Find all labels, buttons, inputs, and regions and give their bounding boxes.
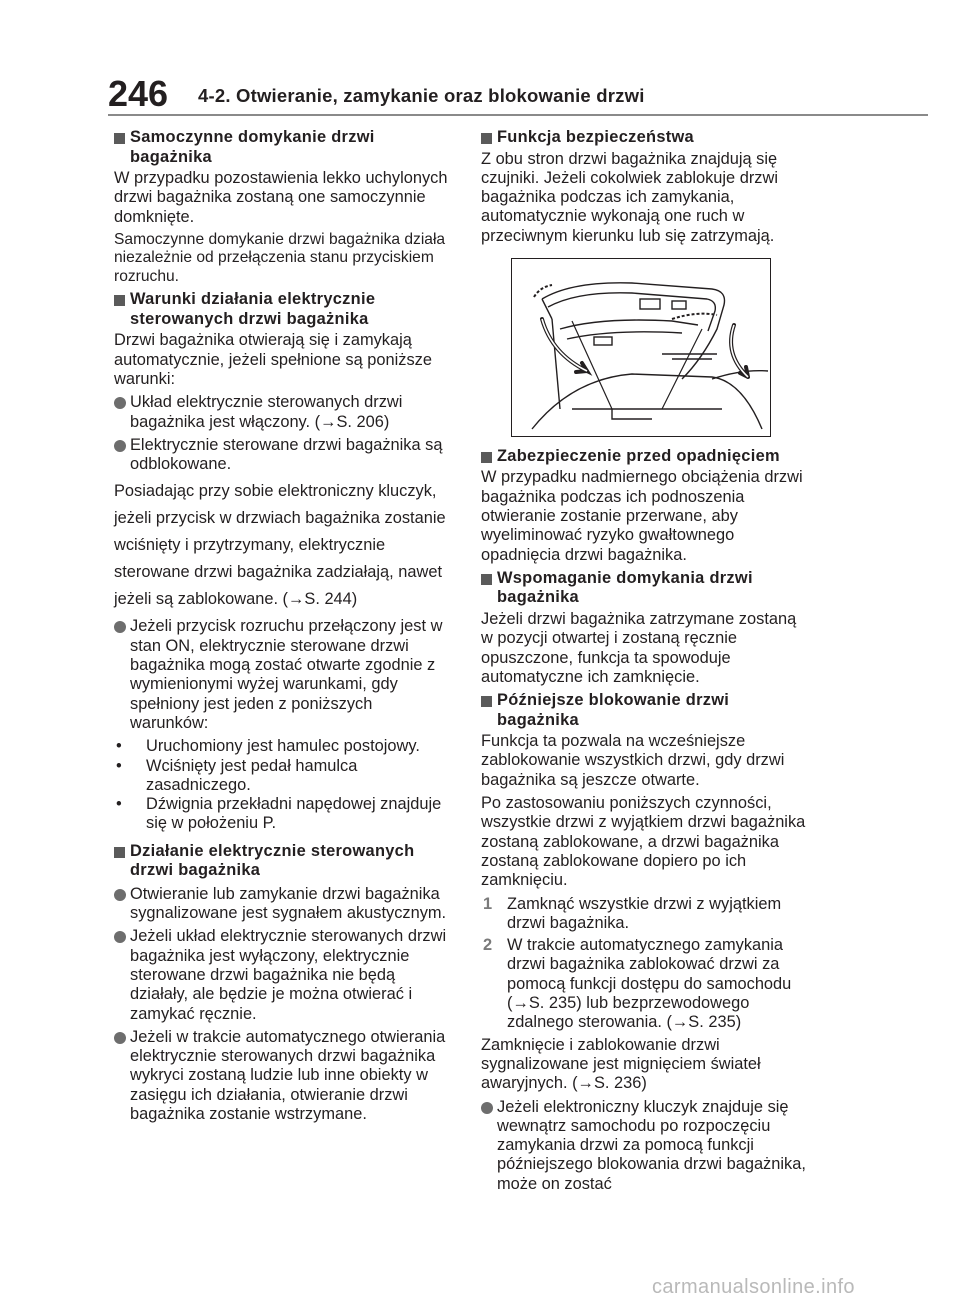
- section-heading: Warunki działania elektrycznie sterowanych drzwi bagażnika: [114, 290, 452, 329]
- sub-bullet-item: • Dźwignia przekładni napędowej znajduje się w położeniu P.: [116, 795, 442, 833]
- paragraph: Z obu stron drzwi bagażnika znajdują się czujniki. Jeżeli cokolwiek zablokuje drzwi bagażnika podczas ich zamykania, automatycznie wykonają one ruch w przeciwnym kierunku lub się zatrzymają.: [481, 149, 778, 245]
- section-heading: Działanie elektrycznie sterowanych drzwi bagażnika: [114, 842, 452, 881]
- paragraph: W przypadku pozostawienia lekko uchylonych drzwi bagażnika zostaną one samoczynnie domknięte.: [114, 169, 448, 226]
- section-heading: Późniejsze blokowanie drzwi bagażnika: [481, 691, 811, 730]
- section-heading: Samoczynne domykanie drzwi bagażnika: [114, 128, 452, 167]
- tailgate-sensor-illustration: [511, 258, 771, 437]
- square-bullet-icon: [481, 452, 492, 463]
- bullet-item: Elektrycznie sterowane drzwi bagażnika są odblokowane.: [114, 436, 452, 475]
- right-column: [481, 124, 811, 1198]
- square-bullet-icon: [114, 295, 125, 306]
- section-heading: Funkcja bezpieczeństwa: [481, 128, 811, 148]
- paragraph: Po zastosowaniu poniższych czynności, wszystkie drzwi z wyjątkiem drzwi bagażnika zostaną zablokowane, a drzwi bagażnika zostaną zablokowane dopiero po ich zamknięciu.: [481, 794, 806, 890]
- circle-bullet-icon: [114, 931, 126, 943]
- bullet-item: Jeżeli elektroniczny kluczyk znajduje się wewnątrz samochodu po rozpoczęciu zamykania drzwi za pomocą funkcji późniejszego blokowania drzwi bagażnika, może on zostać: [481, 1098, 811, 1194]
- square-bullet-icon: [114, 847, 125, 858]
- step-number: 1: [483, 894, 493, 913]
- paragraph: Samoczynne domykanie drzwi bagażnika działa niezależnie od przełączenia stanu przyciskiem rozruchu.: [114, 230, 446, 285]
- numbered-step: 2 W trakcie automatycznego zamykania drzwi bagażnika zablokować drzwi za pomocą funkcji dostępu do samochodu (→S. 235) lub bezprzewodowego zdalnego sterowania. (→S. 235): [483, 936, 792, 1032]
- tailgate-drawing: [512, 259, 770, 436]
- bullet-item: Otwieranie lub zamykanie drzwi bagażnika sygnalizowane jest sygnałem akustycznym.: [114, 885, 452, 924]
- sub-bullet-item: • Uruchomiony jest hamulec postojowy.: [116, 737, 420, 756]
- paragraph: Zamknięcie i zablokowanie drzwi sygnalizowane jest mignięciem świateł awaryjnych. (→S. 236): [481, 1035, 761, 1093]
- chapter-title: 4-2. Otwieranie, zamykanie oraz blokowanie drzwi: [198, 85, 645, 106]
- bullet-item: Układ elektrycznie sterowanych drzwi bagażnika jest włączony. (→S. 206): [114, 393, 452, 432]
- bullet-item: Jeżeli układ elektrycznie sterowanych drzwi bagażnika jest wyłączony, elektrycznie sterowane drzwi bagażnika nie będą działały, ale będzie je można otwierać i zamykać ręcznie.: [114, 927, 452, 1023]
- square-bullet-icon: [481, 133, 492, 144]
- circle-bullet-icon: [114, 440, 126, 452]
- watermark: carmanualsonline.info: [652, 1276, 855, 1298]
- left-column: [114, 124, 452, 1128]
- step-number: 2: [483, 936, 493, 955]
- sub-bullet-item: • Wciśnięty jest pedał hamulca zasadniczego.: [116, 756, 358, 794]
- paragraph: Drzwi bagażnika otwierają się i zamykają automatycznie, jeżeli spełnione są poniższe warunki:: [114, 331, 432, 388]
- square-bullet-icon: [481, 574, 492, 585]
- paragraph: W przypadku nadmiernego obciążenia drzwi bagażnika podczas ich podnoszenia otwieranie zostanie przerwane, aby wyeliminować ryzyko gwałtownego opadnięcia drzwi bagażnika.: [481, 468, 803, 564]
- section-heading: Zabezpieczenie przed opadnięciem: [481, 447, 811, 467]
- section-heading: Wspomaganie domykania drzwi bagażnika: [481, 569, 811, 608]
- paragraph: Funkcja ta pozwala na wcześniejsze zablokowanie wszystkich drzwi, gdy drzwi bagażnika są jeszcze otwarte.: [481, 732, 785, 789]
- bullet-item: Jeżeli w trakcie automatycznego otwierania elektrycznie sterowanych drzwi bagażnika wykryci zostaną ludzie lub inne obiekty w zasięgu ich działania, otwieranie drzwi bagażnika zostanie wstrzymane.: [114, 1028, 452, 1124]
- circle-bullet-icon: [114, 397, 126, 409]
- circle-bullet-icon: [481, 1102, 493, 1114]
- paragraph: Jeżeli drzwi bagażnika zatrzymane zostaną w pozycji otwartej i zostaną ręcznie opuszczone, funkcja ta spowoduje automatyczne ich zamknięcie.: [481, 609, 797, 686]
- paragraph: Posiadając przy sobie elektroniczny kluczyk, jeżeli przycisk w drzwiach bagażnika zostanie wciśnięty i przytrzymany, elektrycznie sterowane drzwi bagażnika zadziałają, nawet jeżeli są zablokowane. (→S. 244): [114, 482, 446, 609]
- circle-bullet-icon: [114, 1032, 126, 1044]
- numbered-step: 1 Zamknąć wszystkie drzwi z wyjątkiem drzwi bagażnika.: [483, 894, 782, 932]
- circle-bullet-icon: [114, 889, 126, 901]
- circle-bullet-icon: [114, 621, 126, 633]
- page-number: 246: [108, 73, 169, 114]
- square-bullet-icon: [114, 133, 125, 144]
- square-bullet-icon: [481, 696, 492, 707]
- bullet-item: Jeżeli przycisk rozruchu przełączony jest w stan ON, elektrycznie sterowane drzwi bagażnika mogą zostać otwarte zgodnie z wymienionymi wyżej warunkami, gdy spełniony jest jeden z poniższych warunków:: [114, 617, 452, 733]
- header-divider: [108, 114, 928, 116]
